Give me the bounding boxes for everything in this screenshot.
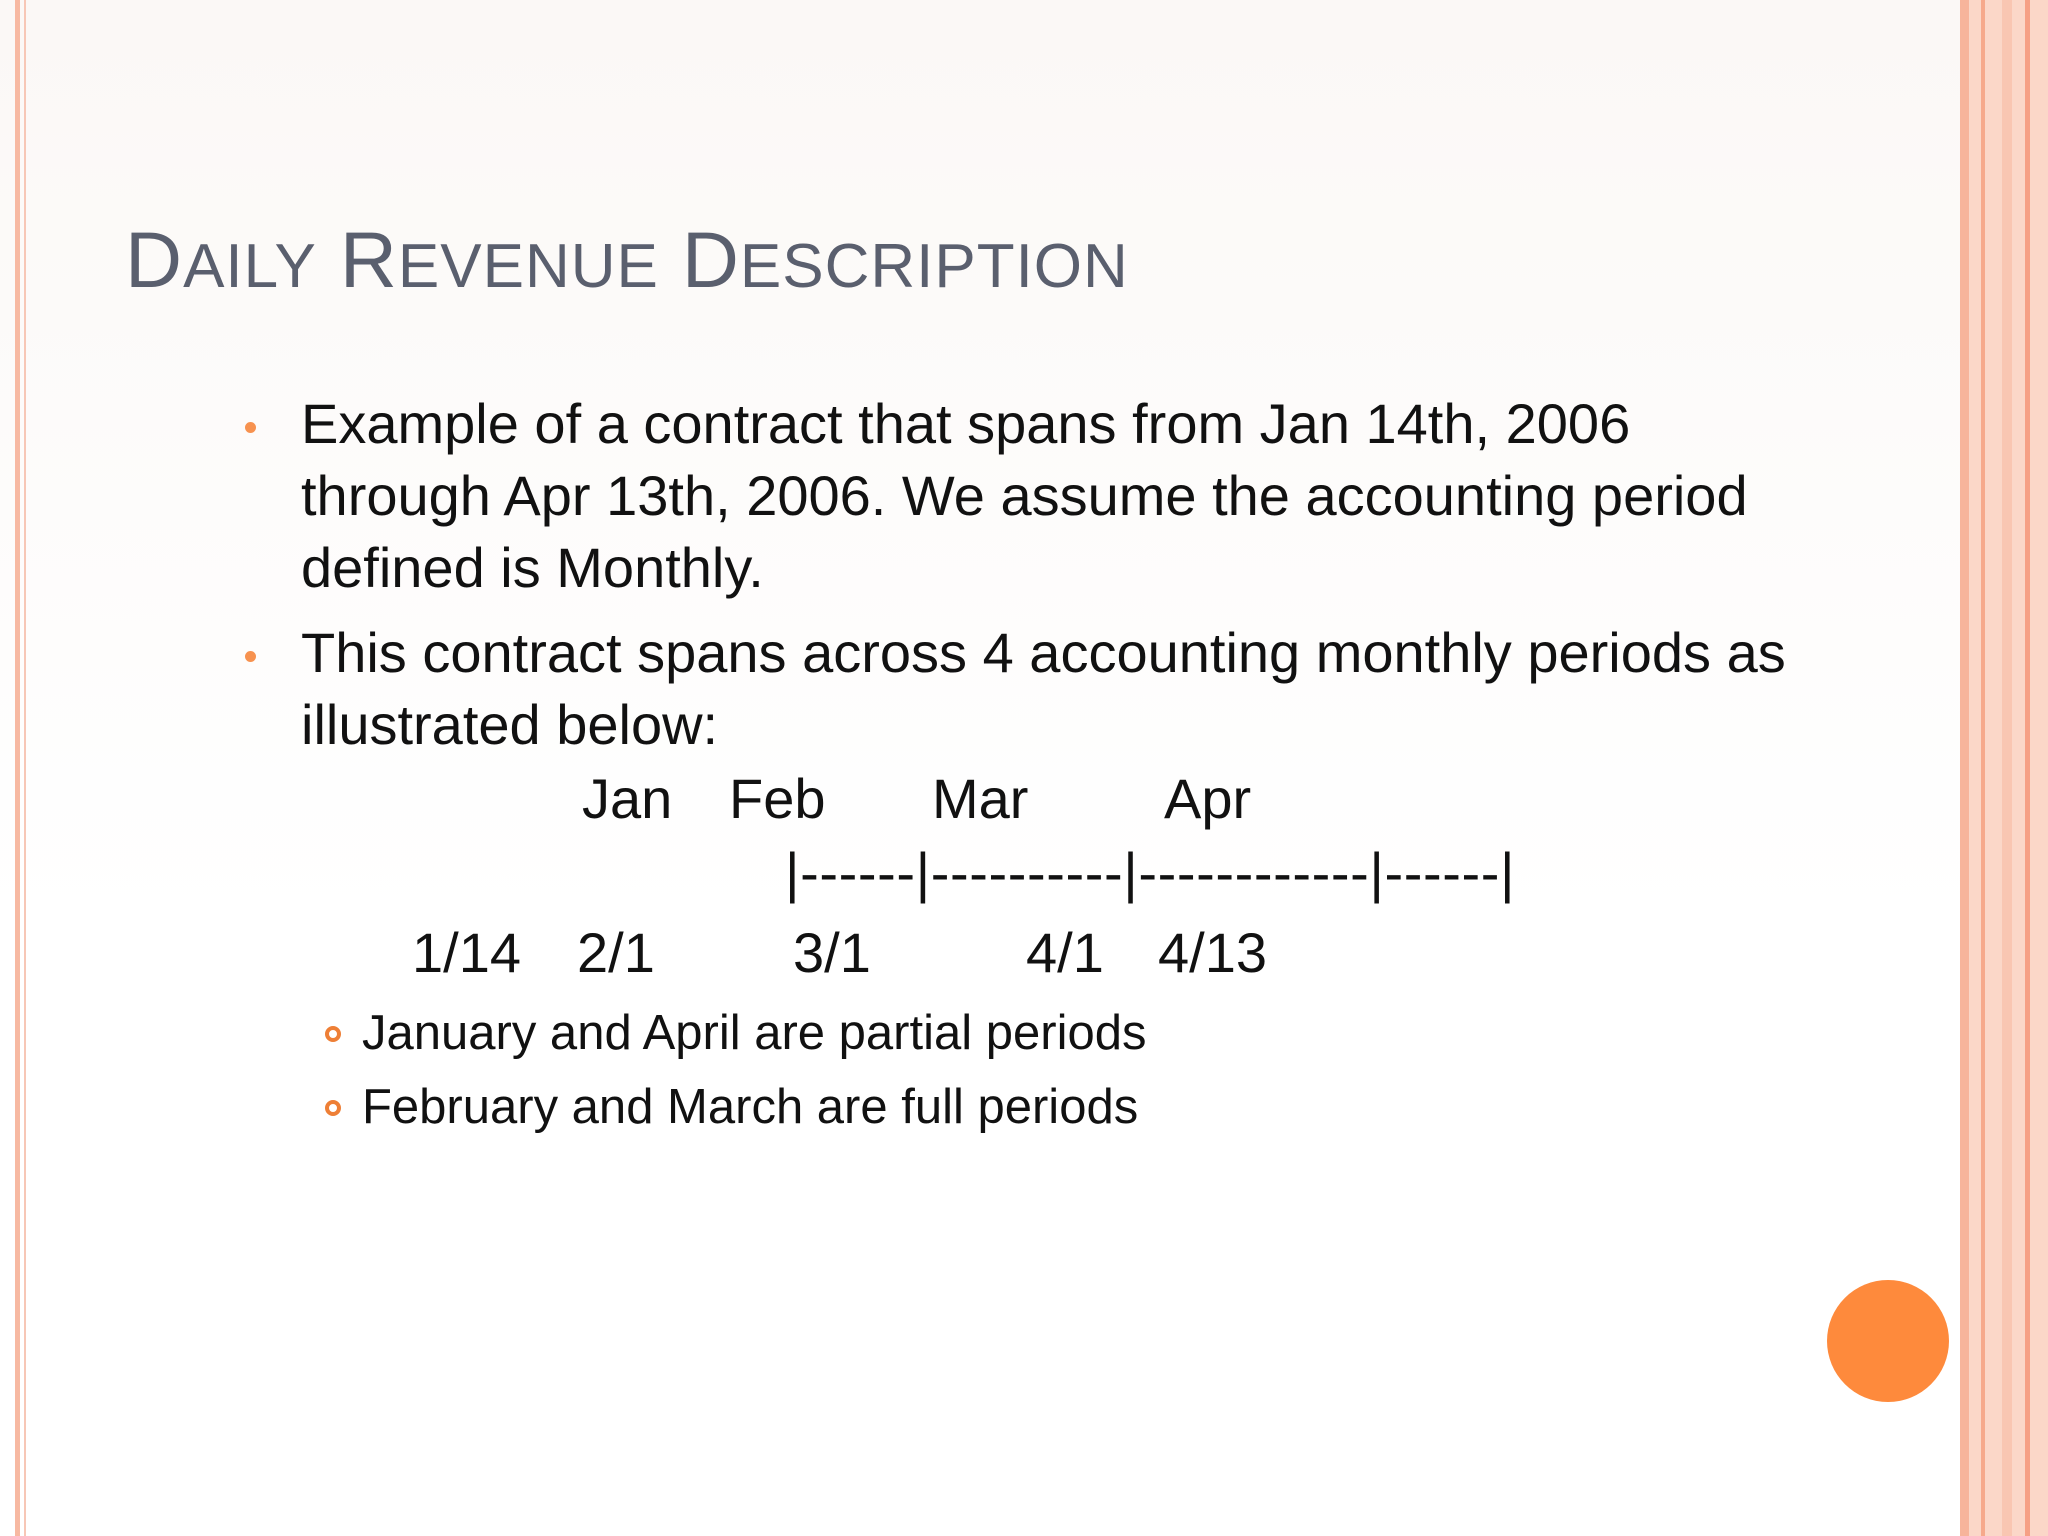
- bullet-2-text: [301, 617, 1786, 761]
- timeline-month-apr: Apr: [1164, 767, 1252, 830]
- title-word-1-initial: D: [125, 215, 184, 304]
- timeline-date-apr: 4/1: [1026, 921, 1104, 984]
- bullet-1-text: [301, 388, 1748, 604]
- title-word-2-rest: EVENUE: [397, 232, 659, 301]
- timeline-date-mar: 3/1: [793, 921, 871, 984]
- timeline-bar: |------|----------|------------|------|: [785, 841, 1516, 904]
- timeline-date-start: 1/14: [412, 921, 521, 984]
- timeline-date-end: 4/13: [1158, 921, 1267, 984]
- bullet-1-line-1: Example of a contract that spans from Jan 14th, 2006: [301, 392, 1631, 455]
- right-border-line: [1981, 0, 1985, 1536]
- title-word-3-initial: D: [681, 215, 740, 304]
- sub-bullet-1-text: January and April are partial periods: [362, 1006, 1147, 1060]
- bullet-2-line-1: This contract spans across 4 accounting monthly periods as: [301, 621, 1786, 684]
- sub-bullet-2-text: February and March are full periods: [362, 1080, 1139, 1134]
- right-border-line: [2002, 0, 2012, 1536]
- title-word-1-rest: AILY: [183, 232, 317, 301]
- left-border-line: [24, 0, 26, 1536]
- timeline-month-jan: Jan: [582, 767, 673, 830]
- bullet-marker: [245, 651, 256, 662]
- bullet-1-line-3: defined is Monthly.: [301, 536, 764, 599]
- timeline-date-feb: 2/1: [577, 921, 655, 984]
- slide-title: [125, 214, 1129, 306]
- title-word-3-rest: ESCRIPTION: [739, 232, 1129, 301]
- timeline-month-mar: Mar: [932, 767, 1029, 830]
- bullet-marker: [245, 422, 256, 433]
- bullet-1-line-2: through Apr 13th, 2006. We assume the accounting period: [301, 464, 1748, 527]
- sub-bullet-marker: [325, 1026, 341, 1042]
- bullet-2-line-2: illustrated below:: [301, 693, 719, 756]
- right-border-line: [2025, 0, 2030, 1536]
- timeline-month-feb: Feb: [729, 767, 826, 830]
- right-border-line: [1960, 0, 1969, 1536]
- sub-bullet-marker: [325, 1100, 341, 1116]
- left-border-line: [15, 0, 20, 1536]
- decorative-orange-circle: [1827, 1280, 1949, 1402]
- title-word-2-initial: R: [339, 215, 398, 304]
